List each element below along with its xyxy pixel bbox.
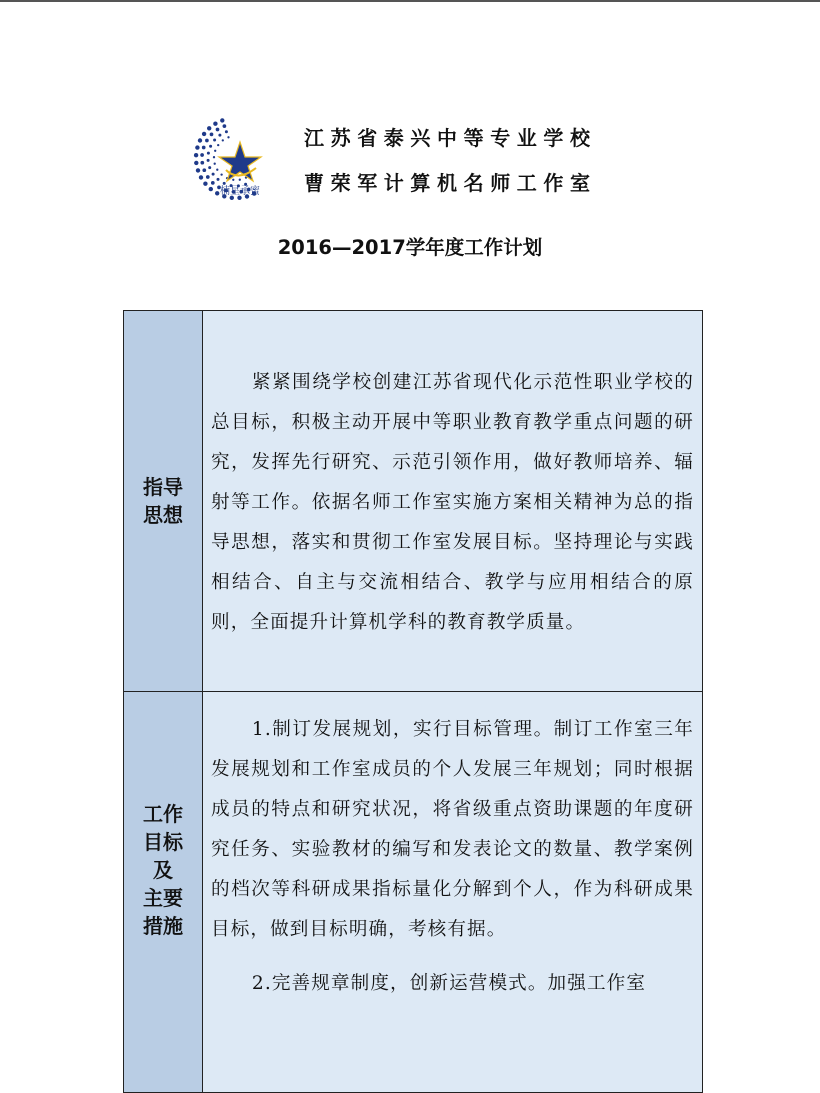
logo-dot: [198, 138, 202, 142]
logo-dot: [218, 134, 221, 137]
logo-dot: [212, 173, 215, 176]
school-name: 江苏省泰兴中等专业学校: [304, 126, 597, 150]
logo-dot: [213, 139, 216, 142]
document-title: 2016—2017学年度工作计划: [277, 236, 543, 259]
table-row: [124, 692, 703, 1093]
logo-dot: [203, 182, 207, 186]
logo-dot: [209, 187, 213, 191]
logo-dot: [195, 145, 199, 149]
logo-dot: [202, 146, 206, 150]
plan-table: [123, 310, 703, 1093]
logo-dot: [215, 191, 219, 195]
logo-dot: [223, 182, 226, 185]
logo-dot: [223, 124, 227, 128]
studio-logo: [186, 112, 276, 202]
row-label-line: 措施: [143, 914, 183, 938]
logo-dot: [222, 139, 224, 141]
logo-dot: [227, 136, 229, 138]
logo-dot: [200, 153, 204, 157]
row-content: [203, 311, 703, 692]
logo-dot: [207, 159, 210, 162]
row-label-line: 指导: [143, 475, 183, 499]
logo-text: 楠星承蜜: [220, 186, 260, 197]
logo-dot: [217, 144, 219, 146]
logo-dot: [194, 153, 198, 157]
studio-name: 曹荣军计算机名师工作室: [304, 171, 597, 195]
logo-dot: [220, 173, 222, 175]
logo-dot: [209, 145, 212, 148]
logo-dot: [232, 179, 234, 181]
logo-dot: [207, 126, 211, 130]
logo-dot: [220, 118, 224, 122]
logo-dot: [207, 152, 210, 155]
row-label-line: 思想: [143, 503, 183, 527]
logo-dot: [216, 128, 220, 132]
logo-dot: [239, 179, 241, 181]
logo-dot: [217, 178, 220, 181]
row-label-line: 主要: [143, 886, 183, 910]
table-row: [124, 311, 703, 692]
logo-dot: [214, 150, 216, 152]
paragraph: 2.完善规章制度，创新运营模式。加强工作室: [251, 973, 647, 994]
logo-dot: [206, 175, 210, 179]
paragraph: 紧紧围绕学校创建江苏省现代化示范性职业学校的总目标，积极主动开展中等职业教育教学重点问题的研究，发挥先行研究、示范引领作用，做好教师培养、辐射等工作。依据名师工作室实施方案相关精神为总的指导思想，落实和贯彻工作室发展目标。坚持理论与实践相结合、自主与交流相结合、教学与应用相结合的原则，全面提升计算机学科的教育教学质量。: [211, 372, 694, 633]
row-content: [203, 692, 703, 1093]
logo-dot: [213, 156, 215, 158]
row-label-line: 工作: [143, 802, 183, 826]
logo-dot: [216, 169, 218, 171]
paragraph: 1.制订发展规划，实行目标管理。制订工作室三年发展规划和工作室成员的个人发展三年规划；同时根据成员的特点和研究状况，将省级重点资助课题的年度研究任务、实验教材的编写和发表论文的数量、教学案例的档次等科研成果指标量化分解到个人，作为科研成果目标，做到目标明确，考核有据。: [211, 719, 694, 940]
logo-dot: [202, 168, 206, 172]
row-label: [124, 692, 203, 1093]
logo-dot: [196, 168, 200, 172]
logo-dot: [208, 166, 211, 169]
row-label-line: 及: [153, 858, 173, 882]
logo-dot: [199, 175, 203, 179]
row-label: [124, 311, 203, 692]
logo-dot: [210, 133, 214, 137]
logo-dot: [211, 181, 215, 185]
top-rule: [0, 0, 820, 2]
logo-dot: [214, 163, 216, 165]
logo-dot: [200, 161, 204, 165]
logo-dot: [213, 122, 217, 126]
logo-dot: [194, 161, 198, 165]
logo-dot: [205, 139, 209, 143]
logo-dot: [225, 130, 228, 133]
row-label-line: 目标: [143, 830, 183, 854]
logo-dot: [202, 132, 206, 136]
